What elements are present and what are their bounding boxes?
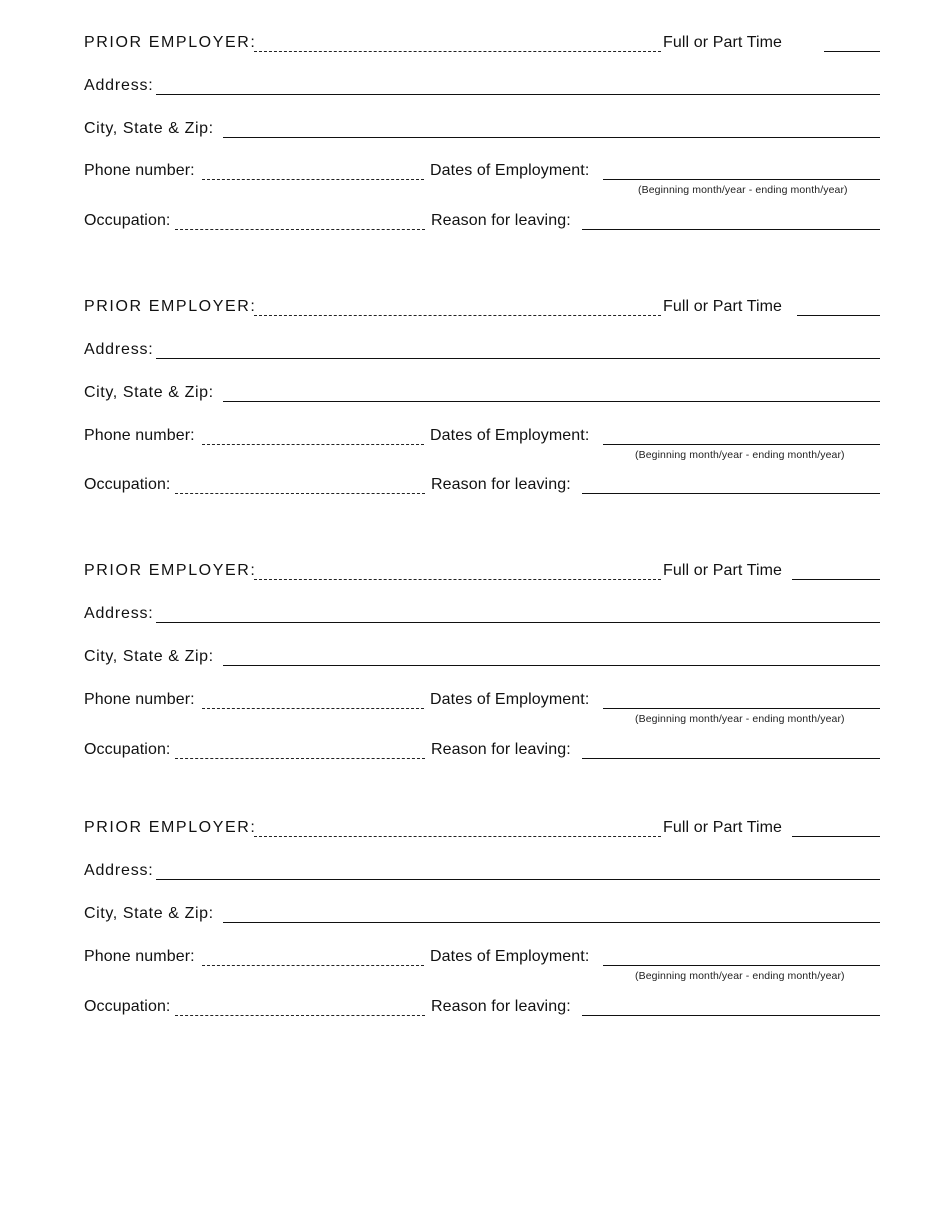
dates-of-employment-label: Dates of Employment: bbox=[430, 162, 590, 179]
phone-number-label: Phone number: bbox=[84, 948, 195, 965]
phone-number-field[interactable] bbox=[202, 708, 424, 709]
occupation-label: Occupation: bbox=[84, 212, 171, 229]
city-state-zip-label: City, State & Zip: bbox=[84, 648, 214, 665]
reason-for-leaving-field[interactable] bbox=[582, 493, 880, 494]
dates-hint: (Beginning month/year - ending month/year) bbox=[635, 713, 845, 725]
dates-of-employment-field[interactable] bbox=[603, 444, 880, 445]
occupation-label: Occupation: bbox=[84, 476, 171, 493]
dates-of-employment-field[interactable] bbox=[603, 179, 880, 180]
city-state-zip-field[interactable] bbox=[223, 665, 880, 666]
address-field[interactable] bbox=[156, 358, 880, 359]
full-part-time-label: Full or Part Time bbox=[663, 562, 783, 579]
address-label: Address: bbox=[84, 605, 154, 622]
occupation-label: Occupation: bbox=[84, 998, 171, 1015]
city-state-zip-field[interactable] bbox=[223, 401, 880, 402]
reason-for-leaving-label: Reason for leaving: bbox=[431, 476, 571, 493]
full-part-time-field[interactable] bbox=[792, 579, 880, 580]
dates-hint: (Beginning month/year - ending month/year) bbox=[635, 449, 845, 461]
prior-employer-label: PRIOR EMPLOYER: bbox=[84, 819, 257, 836]
city-state-zip-field[interactable] bbox=[223, 137, 880, 138]
city-state-zip-row bbox=[84, 119, 880, 143]
address-field[interactable] bbox=[156, 879, 880, 880]
reason-for-leaving-field[interactable] bbox=[582, 758, 880, 759]
occupation-field[interactable] bbox=[175, 493, 425, 494]
occupation-reason-row bbox=[84, 475, 880, 499]
phone-number-field[interactable] bbox=[202, 179, 424, 180]
occupation-field[interactable] bbox=[175, 758, 425, 759]
full-part-time-label: Full or Part Time bbox=[663, 34, 783, 51]
prior-employer-field[interactable] bbox=[254, 315, 661, 316]
city-state-zip-row bbox=[84, 383, 880, 407]
prior-employer-row bbox=[84, 33, 880, 57]
prior-employer-row bbox=[84, 561, 880, 585]
occupation-label: Occupation: bbox=[84, 741, 171, 758]
prior-employer-field[interactable] bbox=[254, 51, 661, 52]
prior-employer-field[interactable] bbox=[254, 836, 661, 837]
address-field[interactable] bbox=[156, 94, 880, 95]
prior-employer-row bbox=[84, 818, 880, 842]
phone-number-label: Phone number: bbox=[84, 427, 195, 444]
city-state-zip-row bbox=[84, 904, 880, 928]
address-row bbox=[84, 76, 880, 100]
occupation-reason-row bbox=[84, 211, 880, 235]
prior-employer-label: PRIOR EMPLOYER: bbox=[84, 298, 257, 315]
phone-dates-row bbox=[84, 426, 880, 461]
phone-number-label: Phone number: bbox=[84, 162, 195, 179]
address-field[interactable] bbox=[156, 622, 880, 623]
full-part-time-field[interactable] bbox=[824, 51, 880, 52]
reason-for-leaving-field[interactable] bbox=[582, 1015, 880, 1016]
full-part-time-field[interactable] bbox=[792, 836, 880, 837]
dates-hint: (Beginning month/year - ending month/year) bbox=[638, 184, 848, 196]
city-state-zip-label: City, State & Zip: bbox=[84, 905, 214, 922]
address-row bbox=[84, 340, 880, 364]
dates-of-employment-field[interactable] bbox=[603, 708, 880, 709]
city-state-zip-field[interactable] bbox=[223, 922, 880, 923]
reason-for-leaving-label: Reason for leaving: bbox=[431, 741, 571, 758]
prior-employer-label: PRIOR EMPLOYER: bbox=[84, 562, 257, 579]
phone-dates-row bbox=[84, 690, 880, 725]
phone-number-field[interactable] bbox=[202, 965, 424, 966]
dates-of-employment-label: Dates of Employment: bbox=[430, 691, 590, 708]
full-part-time-label: Full or Part Time bbox=[663, 819, 783, 836]
dates-of-employment-label: Dates of Employment: bbox=[430, 948, 590, 965]
address-label: Address: bbox=[84, 341, 154, 358]
phone-number-label: Phone number: bbox=[84, 691, 195, 708]
address-row bbox=[84, 861, 880, 885]
phone-number-field[interactable] bbox=[202, 444, 424, 445]
occupation-reason-row bbox=[84, 997, 880, 1021]
phone-dates-row bbox=[84, 161, 880, 196]
city-state-zip-label: City, State & Zip: bbox=[84, 120, 214, 137]
prior-employer-field[interactable] bbox=[254, 579, 661, 580]
dates-of-employment-label: Dates of Employment: bbox=[430, 427, 590, 444]
phone-dates-row bbox=[84, 947, 880, 982]
dates-hint: (Beginning month/year - ending month/year) bbox=[635, 970, 845, 982]
reason-for-leaving-label: Reason for leaving: bbox=[431, 212, 571, 229]
address-label: Address: bbox=[84, 77, 154, 94]
reason-for-leaving-label: Reason for leaving: bbox=[431, 998, 571, 1015]
prior-employer-row bbox=[84, 297, 880, 321]
occupation-field[interactable] bbox=[175, 229, 425, 230]
full-part-time-field[interactable] bbox=[797, 315, 880, 316]
full-part-time-label: Full or Part Time bbox=[663, 298, 783, 315]
address-row bbox=[84, 604, 880, 628]
reason-for-leaving-field[interactable] bbox=[582, 229, 880, 230]
city-state-zip-row bbox=[84, 647, 880, 671]
prior-employer-label: PRIOR EMPLOYER: bbox=[84, 34, 257, 51]
city-state-zip-label: City, State & Zip: bbox=[84, 384, 214, 401]
occupation-field[interactable] bbox=[175, 1015, 425, 1016]
dates-of-employment-field[interactable] bbox=[603, 965, 880, 966]
occupation-reason-row bbox=[84, 740, 880, 764]
address-label: Address: bbox=[84, 862, 154, 879]
